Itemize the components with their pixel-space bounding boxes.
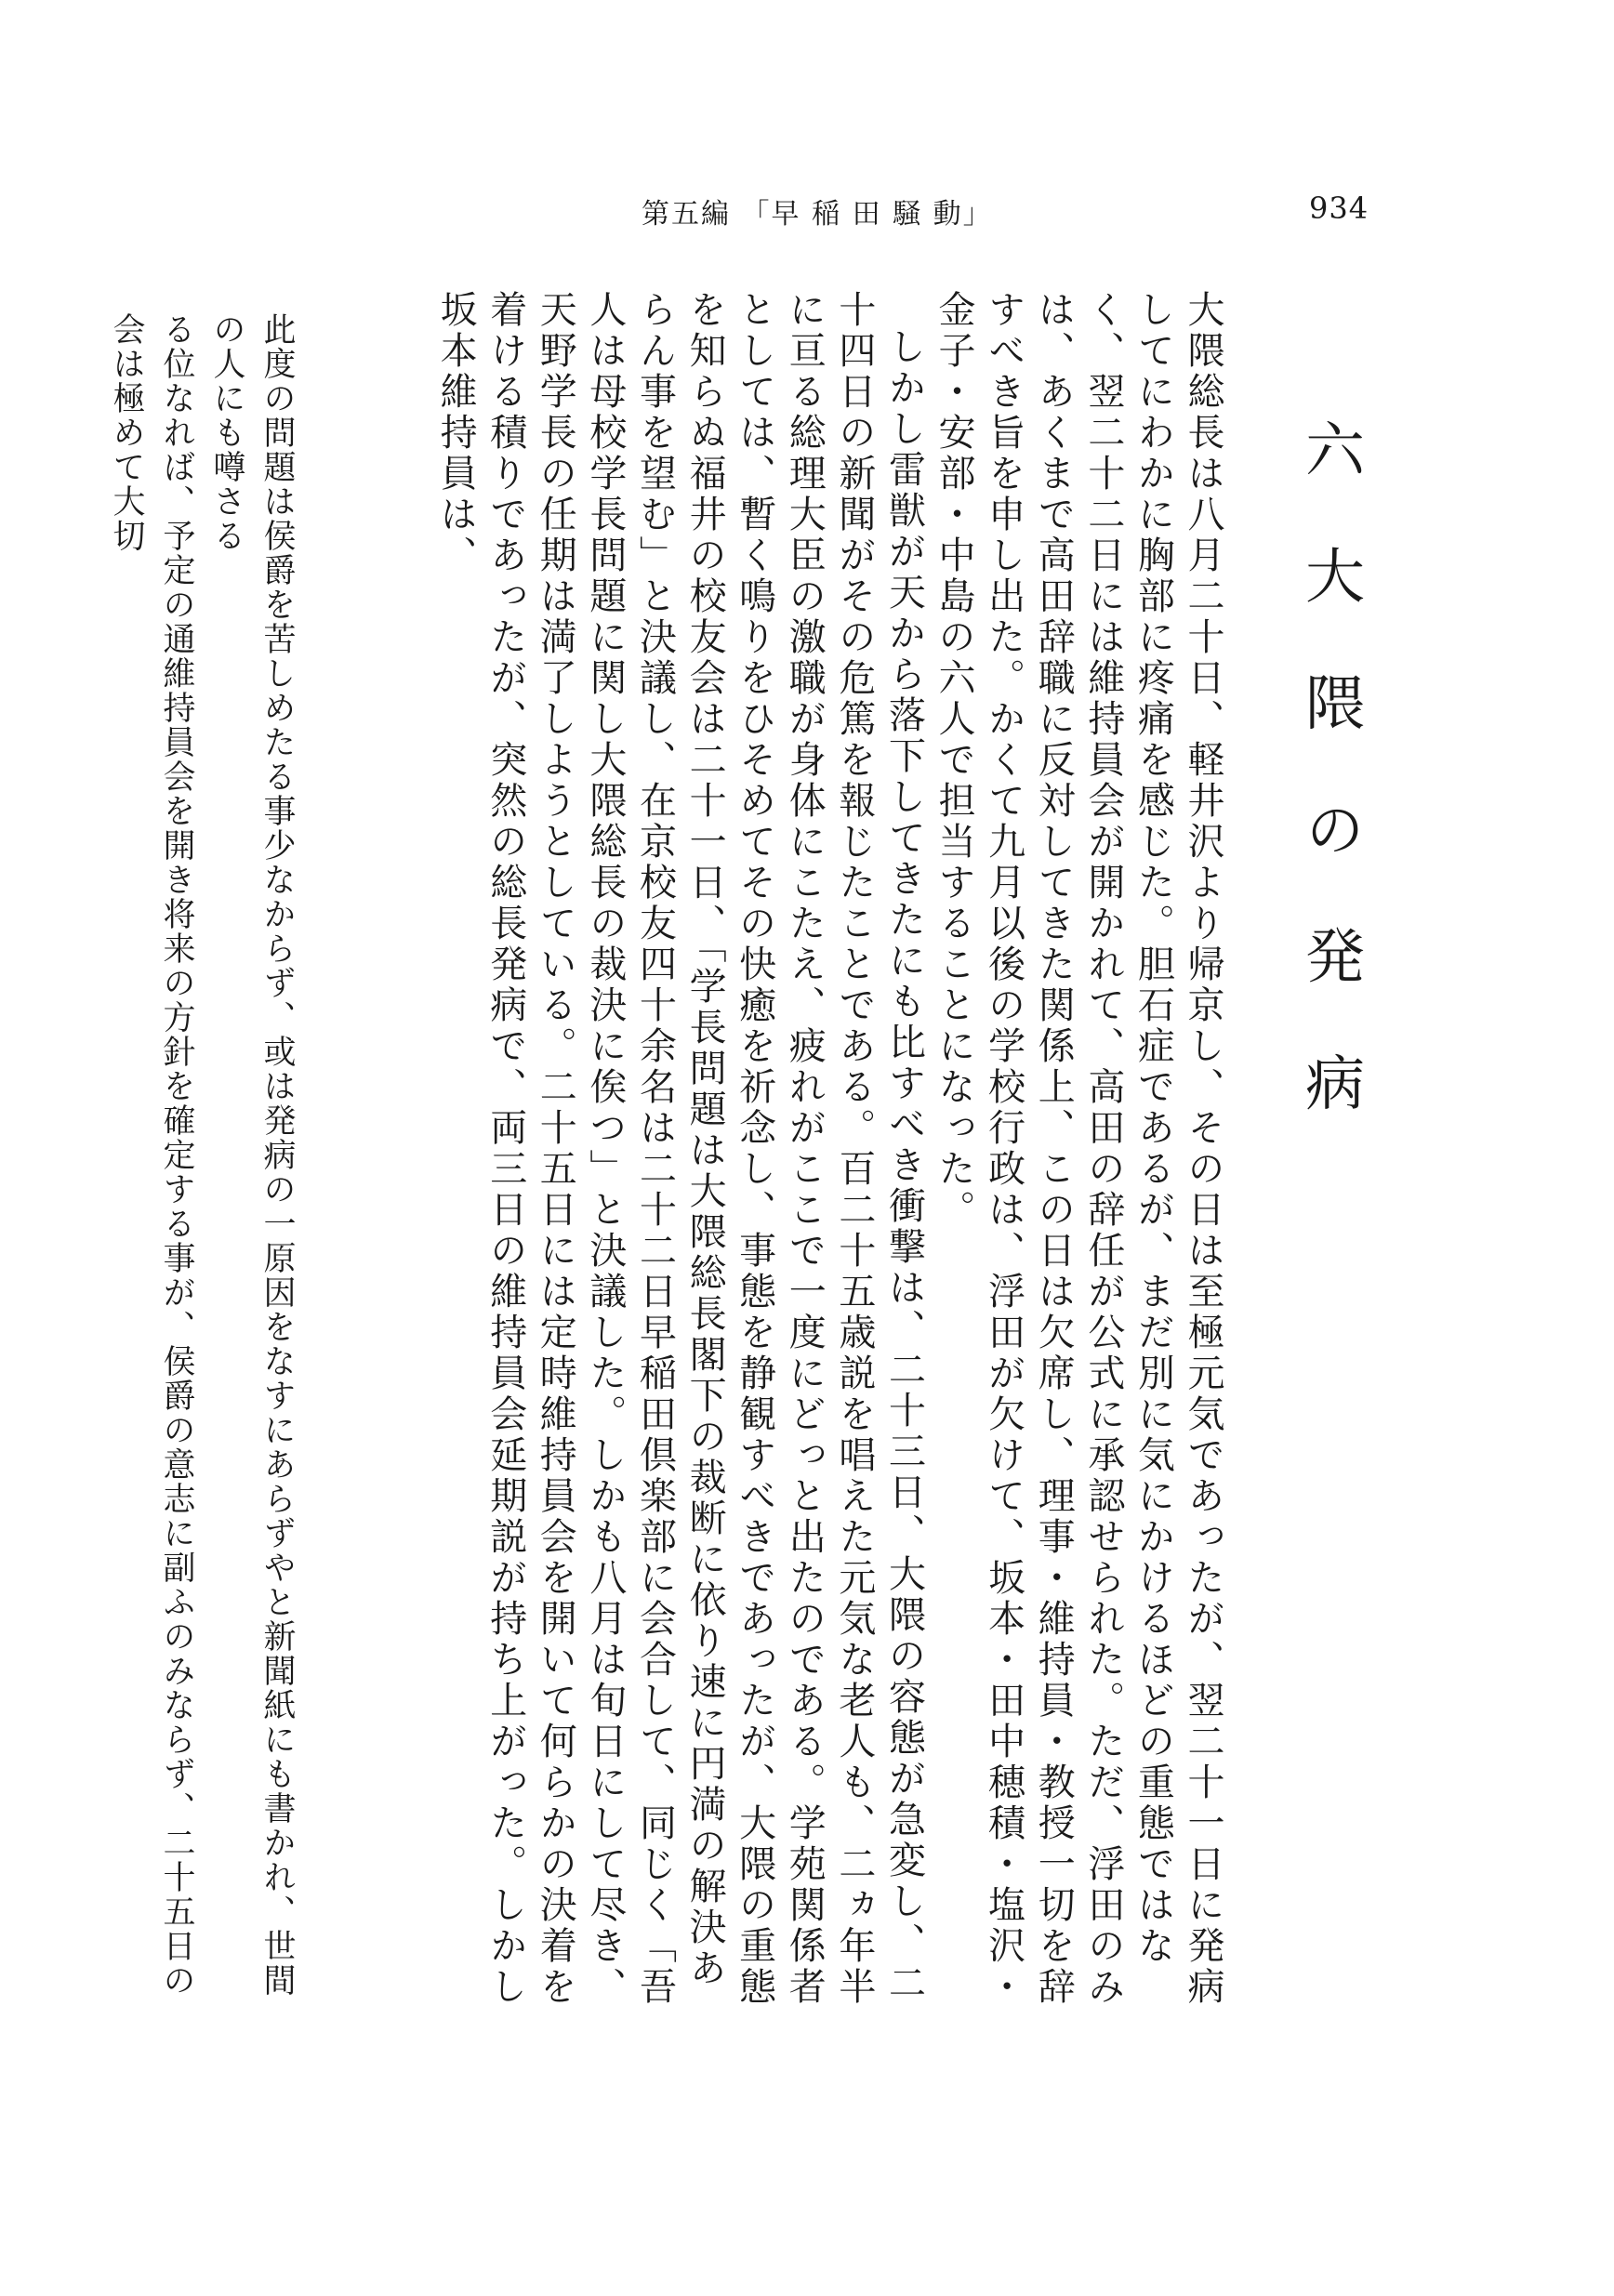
running-head: 第五編 「早 稲 田 騒 動」 [642, 198, 993, 231]
page-number: 934 [1309, 191, 1369, 226]
body-paragraph-2: しかし雷獣が天から落下してきたにも比すべき衝撃は、二十三日、大隈の容態が急変し、二十四日の新聞がその危篤を報じたことである。百二十五歳説を唱えた元気な老人も、二ヵ年半に亘る総理大臣の激職が身体にこたえ、疲れがここで一度にどっと出たのである。学苑関係者としては、暫く鳴りをひそめてその快癒を祈念し、事態を静観すべきであったが、大隈の重態を知らぬ福井の校友会は二十一日、「学長問題は大隈総長閣下の裁断に依り速に円満の解決あらん事を望む」と決議し、在京校友四十余名は二十二日早稲田倶楽部に会合して、同じく「吾人は母校学長問題に関し大隈総長の裁決に俟つ」と決議した。しかも八月は旬日にして尽き、天野学長の任期は満了しようとしている。二十五日には定時維持員会を開いて何らかの決着を着ける積りであったが、突然の総長発病で、両三日の維持員会延期説が持ち上がった。しかし坂本維持員は、 [434, 290, 926, 2008]
quote-line-2: る位なれば、予定の通維持員会を開き将来の方針を確定する事が、侯爵の意志に副ふのみならず、二十五日の会は極めて大切 [108, 312, 195, 1998]
quote-line-1: 此度の問題は侯爵を苦しめたる事少なからず、或は発病の一原因をなすにあらずやと新聞紙にも書かれ、世間の人にも噂さる [208, 312, 296, 1998]
body-text [330, 290, 1227, 2019]
quoted-passage [108, 312, 302, 2013]
section-title: 六 大 隈 の 発 病 [1295, 418, 1364, 1136]
body-paragraph-1: 大隈総長は八月二十日、軽井沢より帰京し、その日は至極元気であったが、翌二十一日に発病してにわかに胸部に疼痛を感じた。胆石症であるが、まだ別に気にかけるほどの重態ではなく、翌二十二日には維持員会が開かれて、高田の辞任が公式に承認せられた。ただ、浮田のみは、あくまで高田辞職に反対してきた関係上、この日は欠席し、理事・維持員・教授一切を辞すべき旨を申し出た。かくて九月以後の学校行政は、浮田が欠けて、坂本・田中穂積・塩沢・金子・安部・中島の六人で担当することになった。 [933, 290, 1224, 2008]
